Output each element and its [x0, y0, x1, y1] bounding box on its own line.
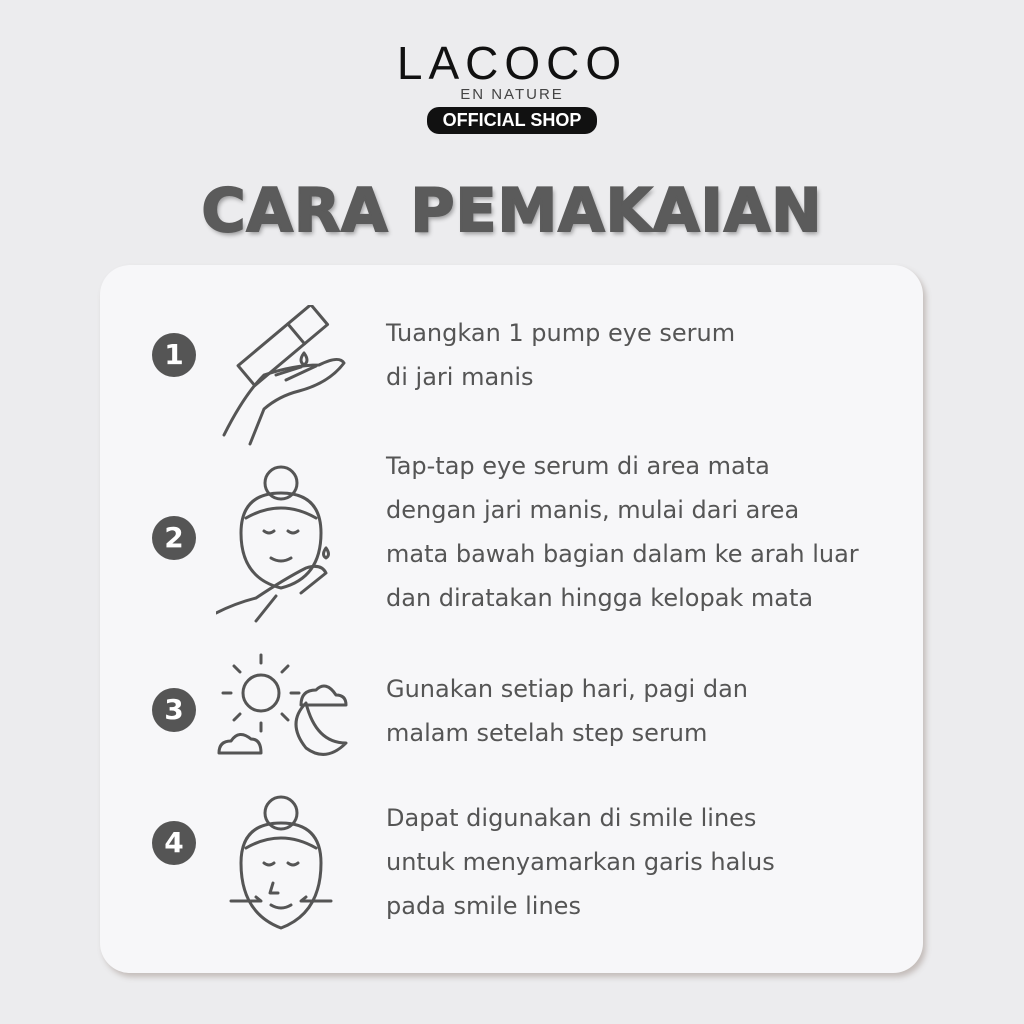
page-title: CARA PEMAKAIAN: [201, 176, 823, 246]
step-line: di jari manis: [386, 363, 534, 391]
step-number: 3: [152, 688, 196, 732]
step-line: mata bawah bagian dalam ke arah luar: [386, 540, 859, 568]
official-shop-badge: OFFICIAL SHOP: [427, 107, 598, 134]
sun-moon-clouds-icon: [216, 653, 351, 773]
step-line: malam setelah step serum: [386, 719, 708, 747]
step-text: [386, 667, 748, 755]
step-line: Dapat digunakan di smile lines: [386, 804, 757, 832]
step-line: Tuangkan 1 pump eye serum: [386, 319, 736, 347]
step-text: [386, 311, 735, 399]
step-text: [386, 796, 775, 928]
face-tap-serum-icon: [216, 463, 346, 623]
brand-tagline: EN NATURE: [460, 86, 564, 103]
serum-drop-hand-icon: [216, 305, 356, 450]
step-line: Tap-tap eye serum di area mata: [386, 452, 770, 480]
brand-logo: [0, 38, 1024, 134]
instructions-card: [100, 265, 923, 973]
step-line: dengan jari manis, mulai dari area: [386, 496, 800, 524]
brand-name: LACOCO: [396, 37, 628, 89]
step-number: 4: [152, 821, 196, 865]
step-text: [386, 444, 859, 620]
step-line: dan diratakan hingga kelopak mata: [386, 584, 814, 612]
step-line: pada smile lines: [386, 892, 581, 920]
step-number: 2: [152, 516, 196, 560]
step-number: 1: [152, 333, 196, 377]
step-line: untuk menyamarkan garis halus: [386, 848, 775, 876]
step-line: Gunakan setiap hari, pagi dan: [386, 675, 749, 703]
face-smile-lines-icon: [216, 793, 346, 938]
